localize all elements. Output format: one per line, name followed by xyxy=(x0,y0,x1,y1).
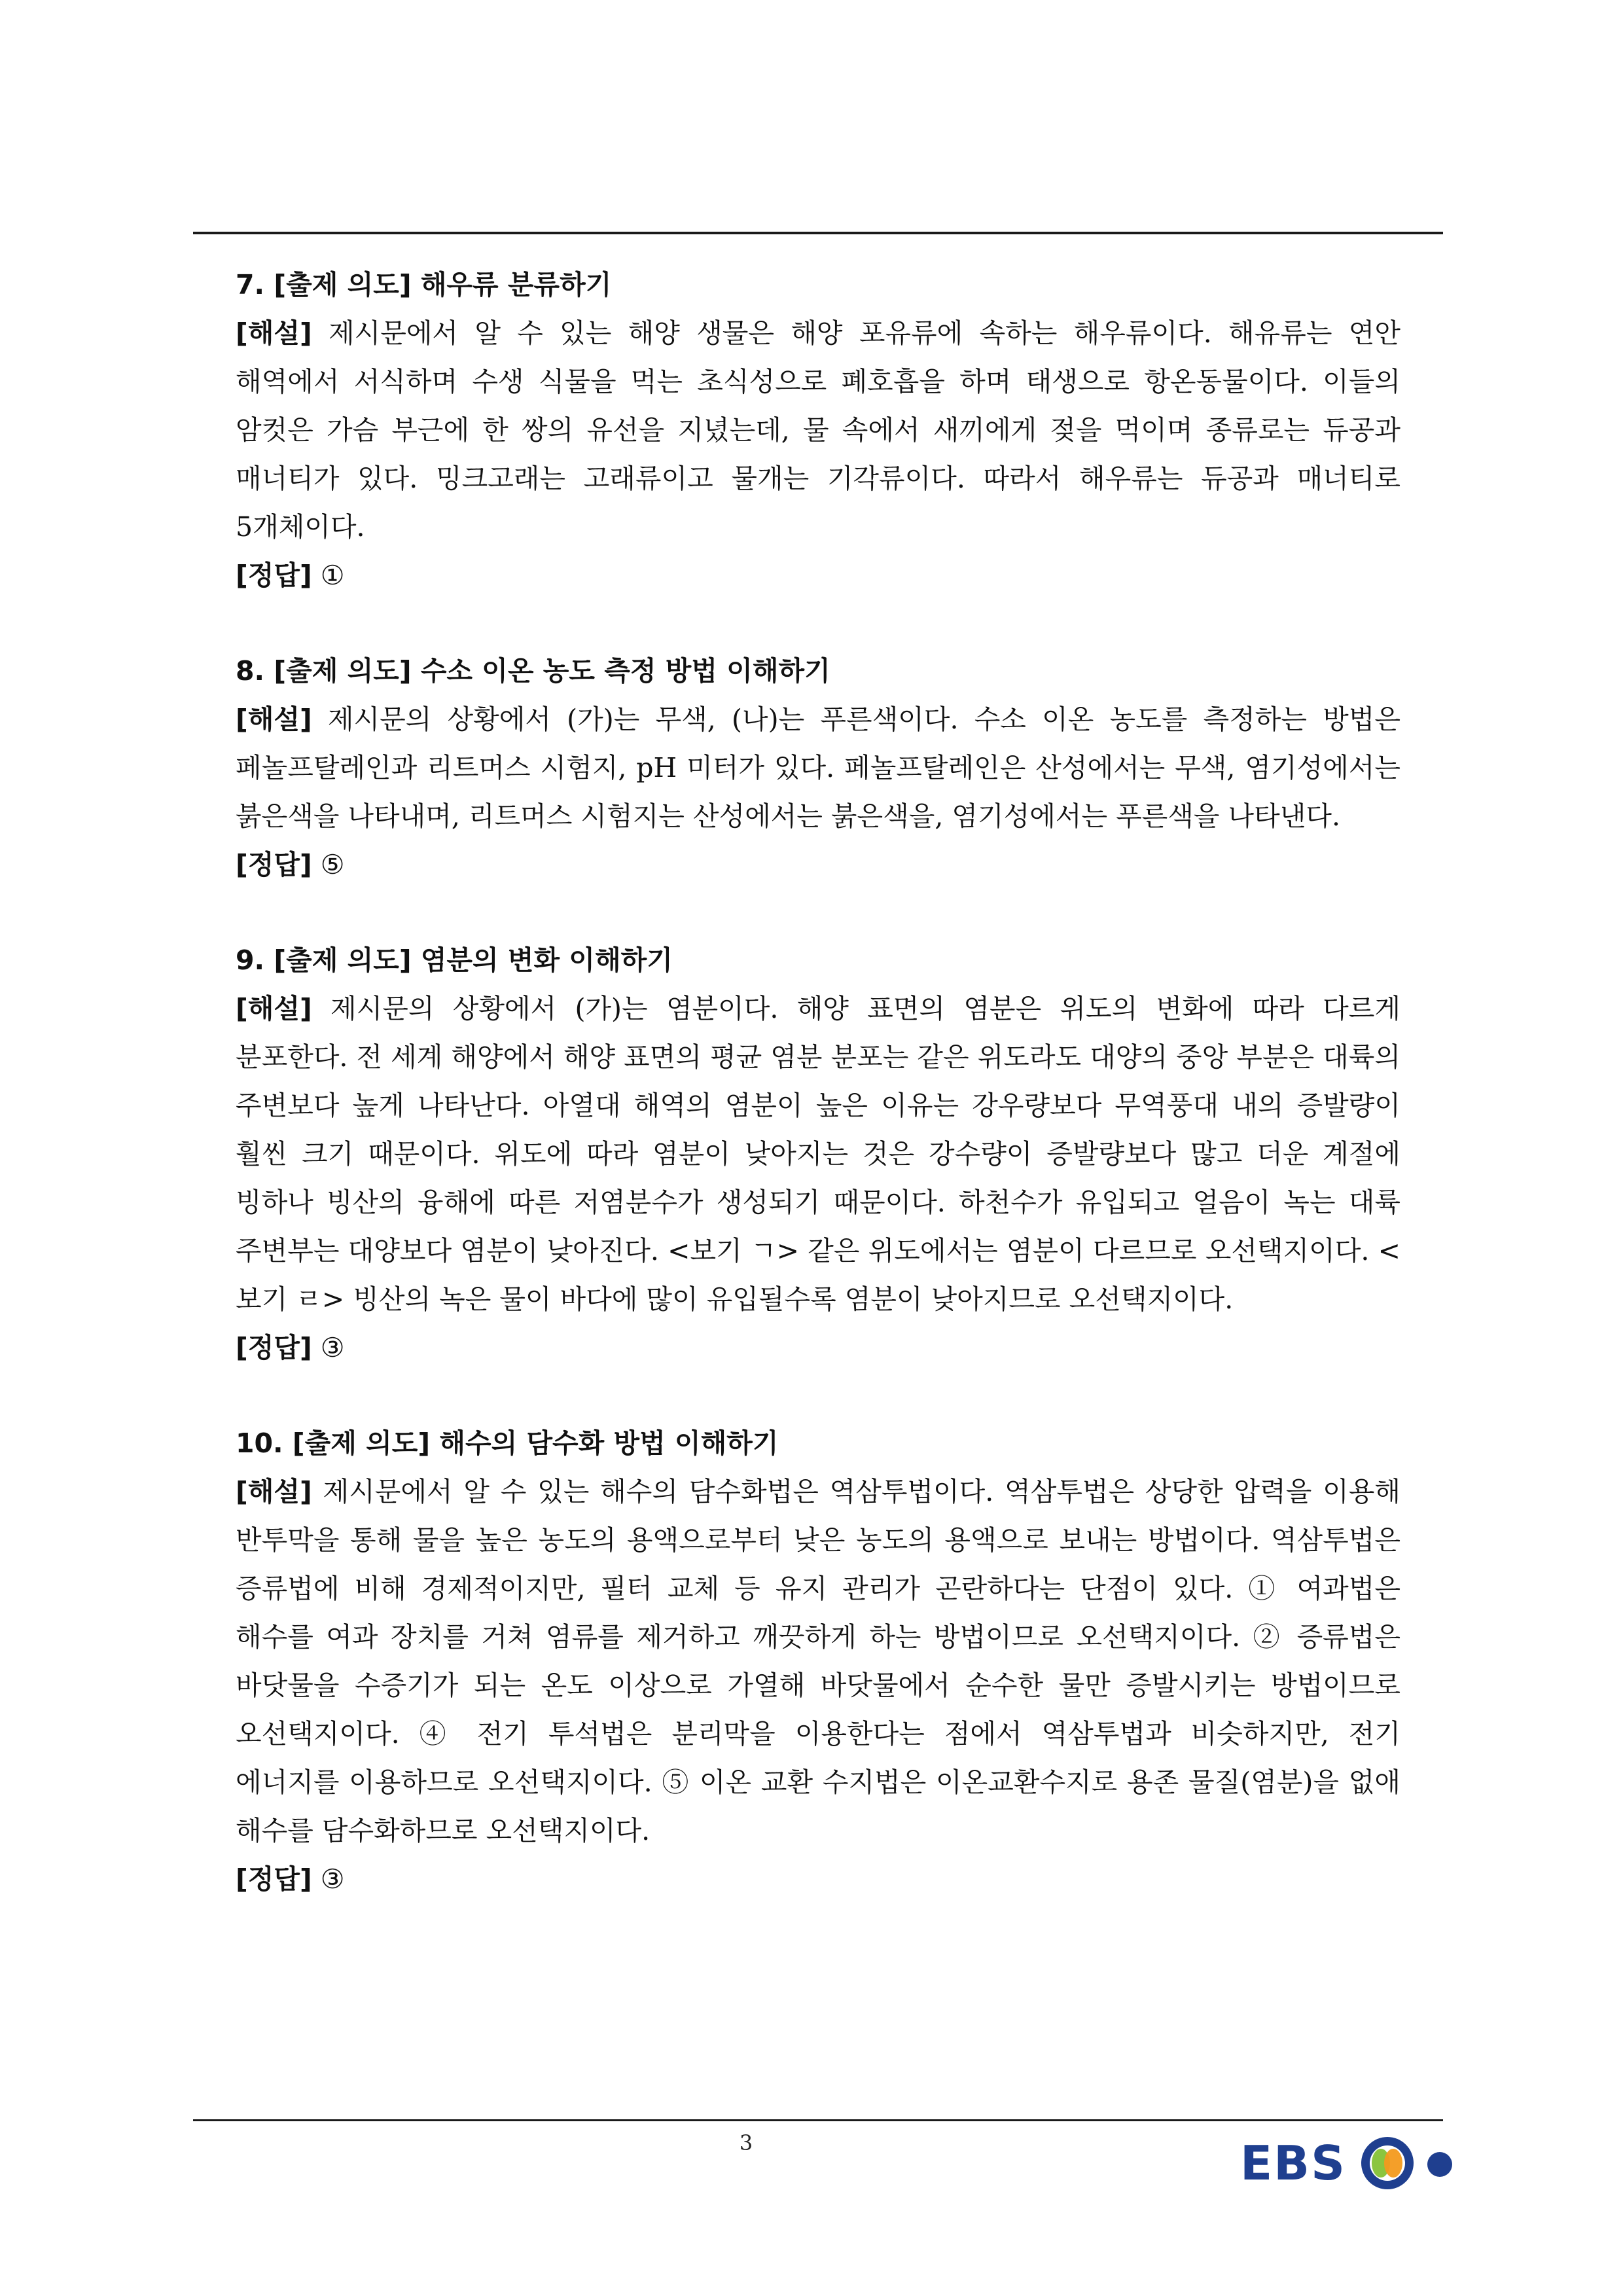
question-10 xyxy=(236,1419,1400,1903)
explanation-text: 제시문에서 알 수 있는 해수의 담수화법은 역삼투법이다. 역삼투법은 상당한 압력을 이용해 반투막을 통해 물을 높은 농도의 용액으로부터 낮은 농도의 용액으로 보내는 방법이다. 역삼투법은 증류법에 비해 경제적이지만, 필터 교체 등 유지 관리가 곤란하다는 단점이 있다. ① 여과법은 해수를 여과 장치를 거쳐 염류를 제거하고 깨끗하게 하는 방법이므로 오선택지이다. ② 증류법은 바닷물을 수증기가 되는 온도 이상으로 가열해 바닷물에서 순수한 물만 증발시키는 방법이므로 오선택지이다. ④ 전기 투석법은 분리막을 이용한다는 점에서 역삼투법과 비슷하지만, 전기 에너지를 이용하므로 오선택지이다. ⑤ 이온 교환 수지법은 이온교환수지로 용존 물질(염분)을 없애 해수를 담수화하므로 오선택지이다. xyxy=(236,1476,1400,1846)
question-8 xyxy=(236,647,1400,889)
explanation-paragraph xyxy=(236,984,1400,1323)
question-title: 9. [출제 의도] 염분의 변화 이해하기 xyxy=(236,944,673,976)
answer-line xyxy=(236,1855,1400,1903)
question-title: 7. [출제 의도] 해우류 분류하기 xyxy=(236,269,612,300)
answer-line xyxy=(236,551,1400,600)
explanation-text: 제시문의 상황에서 (가)는 염분이다. 해양 표면의 염분은 위도의 변화에 따라 다르게 분포한다. 전 세계 해양에서 해양 표면의 평균 염분 분포는 같은 위도라도 대양의 중앙 부분은 대륙의 주변보다 높게 나타난다. 아열대 해역의 염분이 높은 이유는 강우량보다 무역풍대 내의 증발량이 훨씬 크기 때문이다. 위도에 따라 염분이 낮아지는 것은 강수량이 증발량보다 많고 더운 계절에 빙하나 빙산의 융해에 따른 저염분수가 생성되기 때문이다. 하천수가 유입되고 얼음이 녹는 대륙 주변부는 대양보다 염분이 낮아진다. <보기 ㄱ> 같은 위도에서는 염분이 다르므로 오선택지이다. <보기 ㄹ> 빙산의 녹은 물이 바다에 많이 유입될수록 염분이 낮아지므로 오선택지이다. xyxy=(236,993,1400,1315)
explanation-label: [해설] xyxy=(236,993,312,1024)
question-title: 8. [출제 의도] 수소 이온 농도 측정 방법 이해하기 xyxy=(236,655,830,687)
answer-label: [정답] xyxy=(236,1863,312,1895)
answer-line xyxy=(236,840,1400,889)
explanation-text: 제시문에서 알 수 있는 해양 생물은 해양 포유류에 속하는 해우류이다. 해유류는 연안 해역에서 서식하며 수생 식물을 먹는 초식성으로 폐호흡을 하며 태생으로 항온동물이다. 이들의 암컷은 가슴 부근에 한 쌍의 유선을 지녔는데, 물 속에서 새끼에게 젖을 먹이며 종류로는 듀공과 매너티가 있다. 밍크고래는 고래류이고 물개는 기각류이다. 따라서 해우류는 듀공과 매너티로 5개체이다. xyxy=(236,317,1400,543)
answer-explanations xyxy=(236,260,1400,1950)
answer-line xyxy=(236,1323,1400,1372)
header-rule xyxy=(193,232,1443,234)
answer-value: ⑤ xyxy=(312,849,345,880)
answer-value: ③ xyxy=(312,1863,345,1895)
explanation-label: [해설] xyxy=(236,704,312,735)
explanation-paragraph xyxy=(236,1467,1400,1855)
question-title: 10. [출제 의도] 해수의 담수화 방법 이해하기 xyxy=(236,1427,779,1459)
ebs-logo xyxy=(1240,2130,1463,2202)
explanation-paragraph xyxy=(236,309,1400,551)
answer-label: [정답] xyxy=(236,560,312,591)
ebs-logo-text: EBS xyxy=(1240,2136,1346,2191)
answer-label: [정답] xyxy=(236,849,312,880)
answer-label: [정답] xyxy=(236,1332,312,1363)
explanation-label: [해설] xyxy=(236,1476,312,1507)
question-7 xyxy=(236,260,1400,600)
question-9 xyxy=(236,936,1400,1372)
explanation-paragraph xyxy=(236,695,1400,840)
answer-value: ③ xyxy=(312,1332,345,1363)
footer-rule xyxy=(193,2119,1443,2121)
ebs-logo-icon xyxy=(1351,2130,1463,2196)
explanation-text: 제시문의 상황에서 (가)는 무색, (나)는 푸른색이다. 수소 이온 농도를 측정하는 방법은 페놀프탈레인과 리트머스 시험지, pH 미터가 있다. 페놀프탈레인은 산성에서는 무색, 염기성에서는 붉은색을 나타내며, 리트머스 시험지는 산성에서는 붉은색을, 염기성에서는 푸른색을 나타낸다. xyxy=(236,704,1400,832)
page-number: 3 xyxy=(739,2130,753,2155)
answer-value: ① xyxy=(312,560,345,591)
explanation-label: [해설] xyxy=(236,317,312,349)
